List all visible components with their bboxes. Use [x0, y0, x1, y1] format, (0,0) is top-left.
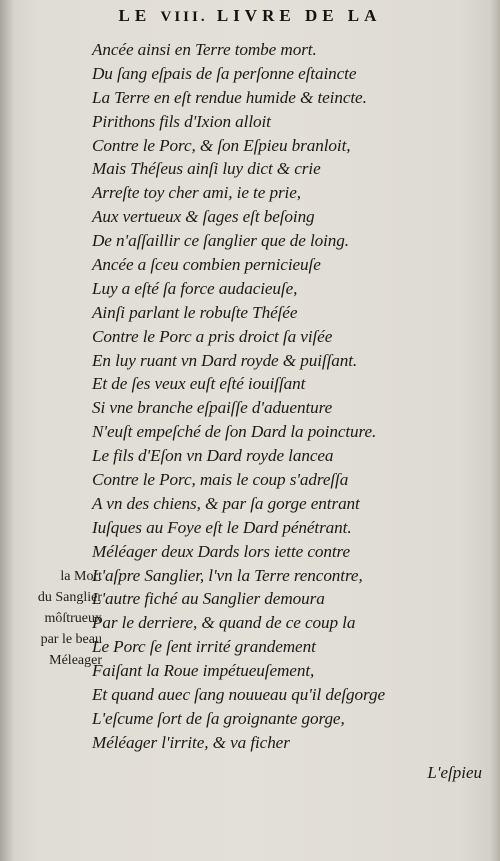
header-right: LIVRE DE LA: [216, 6, 382, 25]
verse-line: N'euſt empeſché de ſon Dard la poincture.: [92, 422, 377, 442]
verse-line: Luy a eſté ſa force audacieuſe,: [92, 278, 298, 298]
verse-line: A vn des chiens, & par ſa gorge entrant: [92, 493, 360, 513]
marginal-note-line: la Mort: [60, 569, 102, 584]
verse-line: Si vne branche eſpaiſſe d'aduenture: [92, 398, 333, 418]
verse-line: Ancée ainsi en Terre tombe mort.: [92, 40, 317, 59]
verse-line: Contre le Porc, mais le coup s'adreſſa: [92, 470, 349, 490]
verse-line: Ainſi parlant le robuſte Théſée: [92, 302, 298, 322]
verse-line: L'aſpre Sanglier, l'vn la Terre rencontre,: [92, 565, 363, 585]
marginal-note-line: Méleager: [49, 653, 102, 668]
verse-text: [92, 38, 492, 755]
marginal-note-line: du Sanglier: [37, 590, 102, 605]
verse-line: Et quand auec ſang nouueau qu'il deſgorge: [92, 685, 385, 705]
verse-line: En luy ruant vn Dard royde & puiſſant.: [92, 350, 358, 370]
verse-line: Pirithons fils d'Ixion alloit: [92, 111, 271, 131]
verse-line: Faiſant la Roue impétueuſement,: [92, 661, 315, 681]
verse-line: Et de ſes veux euſt eſté iouiſſant: [92, 374, 306, 394]
verse-line: Contre le Porc, & ſon Eſpieu branloit,: [92, 135, 351, 155]
verse-line: Méléager l'irrite, & va ficher: [92, 732, 290, 752]
verse-line: Aux vertueux & ſages eſt beſoing: [92, 207, 315, 227]
verse-line: L'autre fiché au Sanglier demoura: [92, 589, 325, 609]
header-folio: VIII.: [160, 9, 208, 25]
marginal-note: [16, 566, 102, 671]
verse-line: L'eſcume ſort de ſa groignante gorge,: [92, 708, 345, 728]
verse-line: Arreſte toy cher ami, ie te prie,: [92, 183, 301, 203]
running-header: [0, 6, 500, 28]
verse-line: Le Porc ſe ſent irrité grandement: [92, 637, 316, 657]
header-left: LE: [118, 6, 152, 25]
marginal-note-line: môſtrueux: [44, 611, 102, 626]
verse-line: Du ſang eſpais de ſa perſonne eſtaincte: [92, 63, 357, 83]
gutter-shadow: [0, 0, 14, 861]
verse-line: Iuſques au Foye eſt le Dard pénétrant.: [92, 517, 352, 537]
verse-line: De n'aſſaillir ce ſanglier que de loing.: [92, 231, 349, 251]
marginal-note-line: par le beau: [40, 632, 102, 647]
verse-line: Ancée a ſceu combien pernicieuſe: [92, 255, 321, 275]
verse-line: Le fils d'Eſon vn Dard royde lancea: [92, 446, 334, 466]
verse-line: Méléager deux Dards lors iette contre: [92, 541, 351, 561]
verse-line: Mais Théſeus ainſi luy dict & crie: [92, 159, 321, 179]
verse-line: Par le derriere, & quand de ce coup la: [92, 613, 356, 633]
catchword: L'eſpieu: [427, 763, 482, 782]
verse-line: La Terre en eſt rendue humide & teincte.: [92, 87, 367, 107]
verse-line: Contre le Porc a pris droict ſa viſée: [92, 326, 333, 346]
